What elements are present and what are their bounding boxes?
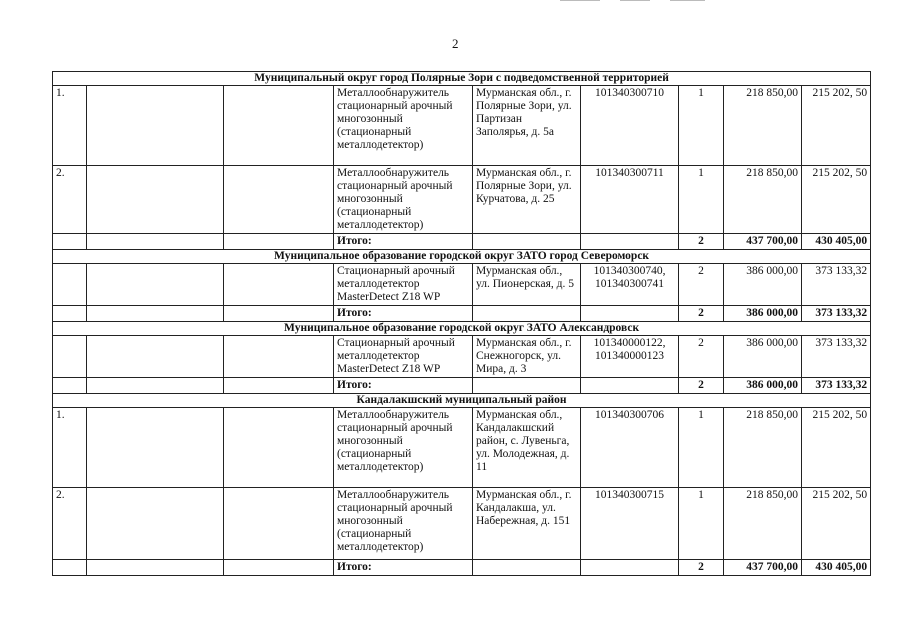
empty-cell (473, 378, 581, 394)
assets-table (52, 71, 871, 576)
quantity: 2 (679, 264, 724, 306)
empty-cell (224, 378, 334, 394)
total-label: Итого: (334, 378, 473, 394)
empty-cell (53, 234, 87, 250)
empty-cell (581, 378, 679, 394)
section-title: Кандалакшский муниципальный район (53, 394, 871, 408)
empty-cell (87, 488, 224, 560)
quantity: 1 (679, 408, 724, 488)
asset-name: Металлообнаружитель стационарный арочный многозонный (стационарный металлодетектор) (334, 488, 473, 560)
empty-cell (224, 560, 334, 576)
asset-name: Стационарный арочный металлодетектор MasterDetect Z18 WP (334, 264, 473, 306)
inventory-number: 101340300710 (581, 86, 679, 166)
empty-cell (224, 166, 334, 234)
section-title: Муниципальный округ город Полярные Зори с подведомственной территорией (53, 72, 871, 86)
book-value: 218 850,00 (724, 86, 802, 166)
page-number: 2 (452, 36, 459, 51)
section-header-row (53, 72, 871, 86)
top-scan-marks (560, 0, 710, 2)
total-quantity: 2 (679, 306, 724, 322)
quantity: 1 (679, 488, 724, 560)
empty-cell (87, 166, 224, 234)
residual-value: 373 133,32 (802, 264, 871, 306)
empty-cell (581, 560, 679, 576)
section-header-row (53, 322, 871, 336)
empty-cell (87, 408, 224, 488)
empty-cell (87, 86, 224, 166)
total-row (53, 560, 871, 576)
book-value: 386 000,00 (724, 336, 802, 378)
empty-cell (473, 306, 581, 322)
total-residual-value: 373 133,32 (802, 306, 871, 322)
empty-cell (87, 306, 224, 322)
row-number: 2. (53, 166, 87, 234)
total-book-value: 386 000,00 (724, 306, 802, 322)
inventory-number: 101340000122, 101340000123 (581, 336, 679, 378)
total-residual-value: 373 133,32 (802, 378, 871, 394)
total-book-value: 437 700,00 (724, 560, 802, 576)
asset-name: Стационарный арочный металлодетектор MasterDetect Z18 WP (334, 336, 473, 378)
section-title: Муниципальное образование городской округ ЗАТО город Североморск (53, 250, 871, 264)
section-header-row (53, 394, 871, 408)
row-number (53, 336, 87, 378)
total-book-value: 386 000,00 (724, 378, 802, 394)
total-residual-value: 430 405,00 (802, 234, 871, 250)
asset-address: Мурманская обл., г. Полярные Зори, ул. Курчатова, д. 25 (473, 166, 581, 234)
asset-name: Металлообнаружитель стационарный арочный многозонный (стационарный металлодетектор) (334, 408, 473, 488)
total-quantity: 2 (679, 378, 724, 394)
row-number (53, 264, 87, 306)
total-label: Итого: (334, 560, 473, 576)
residual-value: 215 202, 50 (802, 488, 871, 560)
asset-address: Мурманская обл., г. Снежногорск, ул. Мира, д. 3 (473, 336, 581, 378)
empty-cell (473, 560, 581, 576)
row-number: 1. (53, 408, 87, 488)
quantity: 1 (679, 86, 724, 166)
asset-address: Мурманская обл., ул. Пионерская, д. 5 (473, 264, 581, 306)
row-number: 1. (53, 86, 87, 166)
empty-cell (581, 234, 679, 250)
empty-cell (87, 378, 224, 394)
book-value: 386 000,00 (724, 264, 802, 306)
empty-cell (224, 234, 334, 250)
asset-address: Мурманская обл., г. Кандалакша, ул. Набережная, д. 151 (473, 488, 581, 560)
empty-cell (87, 234, 224, 250)
residual-value: 215 202, 50 (802, 86, 871, 166)
empty-cell (224, 488, 334, 560)
empty-cell (53, 378, 87, 394)
empty-cell (224, 336, 334, 378)
total-row (53, 378, 871, 394)
book-value: 218 850,00 (724, 408, 802, 488)
empty-cell (53, 306, 87, 322)
total-quantity: 2 (679, 560, 724, 576)
table-row (53, 336, 871, 378)
table-row (53, 264, 871, 306)
empty-cell (224, 306, 334, 322)
empty-cell (224, 264, 334, 306)
asset-address: Мурманская обл., Кандалакшский район, с. Лувеньга, ул. Молодежная, д. 11 (473, 408, 581, 488)
asset-name: Металлообнаружитель стационарный арочный многозонный (стационарный металлодетектор) (334, 166, 473, 234)
book-value: 218 850,00 (724, 166, 802, 234)
table-row (53, 86, 871, 166)
section-title: Муниципальное образование городской округ ЗАТО Александровск (53, 322, 871, 336)
quantity: 2 (679, 336, 724, 378)
table-row (53, 488, 871, 560)
inventory-number: 101340300740, 101340300741 (581, 264, 679, 306)
inventory-number: 101340300715 (581, 488, 679, 560)
table-body (53, 72, 871, 576)
empty-cell (53, 560, 87, 576)
residual-value: 373 133,32 (802, 336, 871, 378)
total-quantity: 2 (679, 234, 724, 250)
table-row (53, 166, 871, 234)
empty-cell (87, 264, 224, 306)
row-number: 2. (53, 488, 87, 560)
total-label: Итого: (334, 306, 473, 322)
residual-value: 215 202, 50 (802, 408, 871, 488)
book-value: 218 850,00 (724, 488, 802, 560)
total-row (53, 234, 871, 250)
section-header-row (53, 250, 871, 264)
empty-cell (224, 408, 334, 488)
total-book-value: 437 700,00 (724, 234, 802, 250)
empty-cell (581, 306, 679, 322)
quantity: 1 (679, 166, 724, 234)
inventory-number: 101340300706 (581, 408, 679, 488)
empty-cell (224, 86, 334, 166)
residual-value: 215 202, 50 (802, 166, 871, 234)
total-label: Итого: (334, 234, 473, 250)
asset-address: Мурманская обл., г. Полярные Зори, ул. Партизан Заполярья, д. 5а (473, 86, 581, 166)
inventory-number: 101340300711 (581, 166, 679, 234)
total-residual-value: 430 405,00 (802, 560, 871, 576)
empty-cell (87, 336, 224, 378)
empty-cell (87, 560, 224, 576)
asset-name: Металлообнаружитель стационарный арочный многозонный (стационарный металлодетектор) (334, 86, 473, 166)
empty-cell (473, 234, 581, 250)
table-row (53, 408, 871, 488)
total-row (53, 306, 871, 322)
